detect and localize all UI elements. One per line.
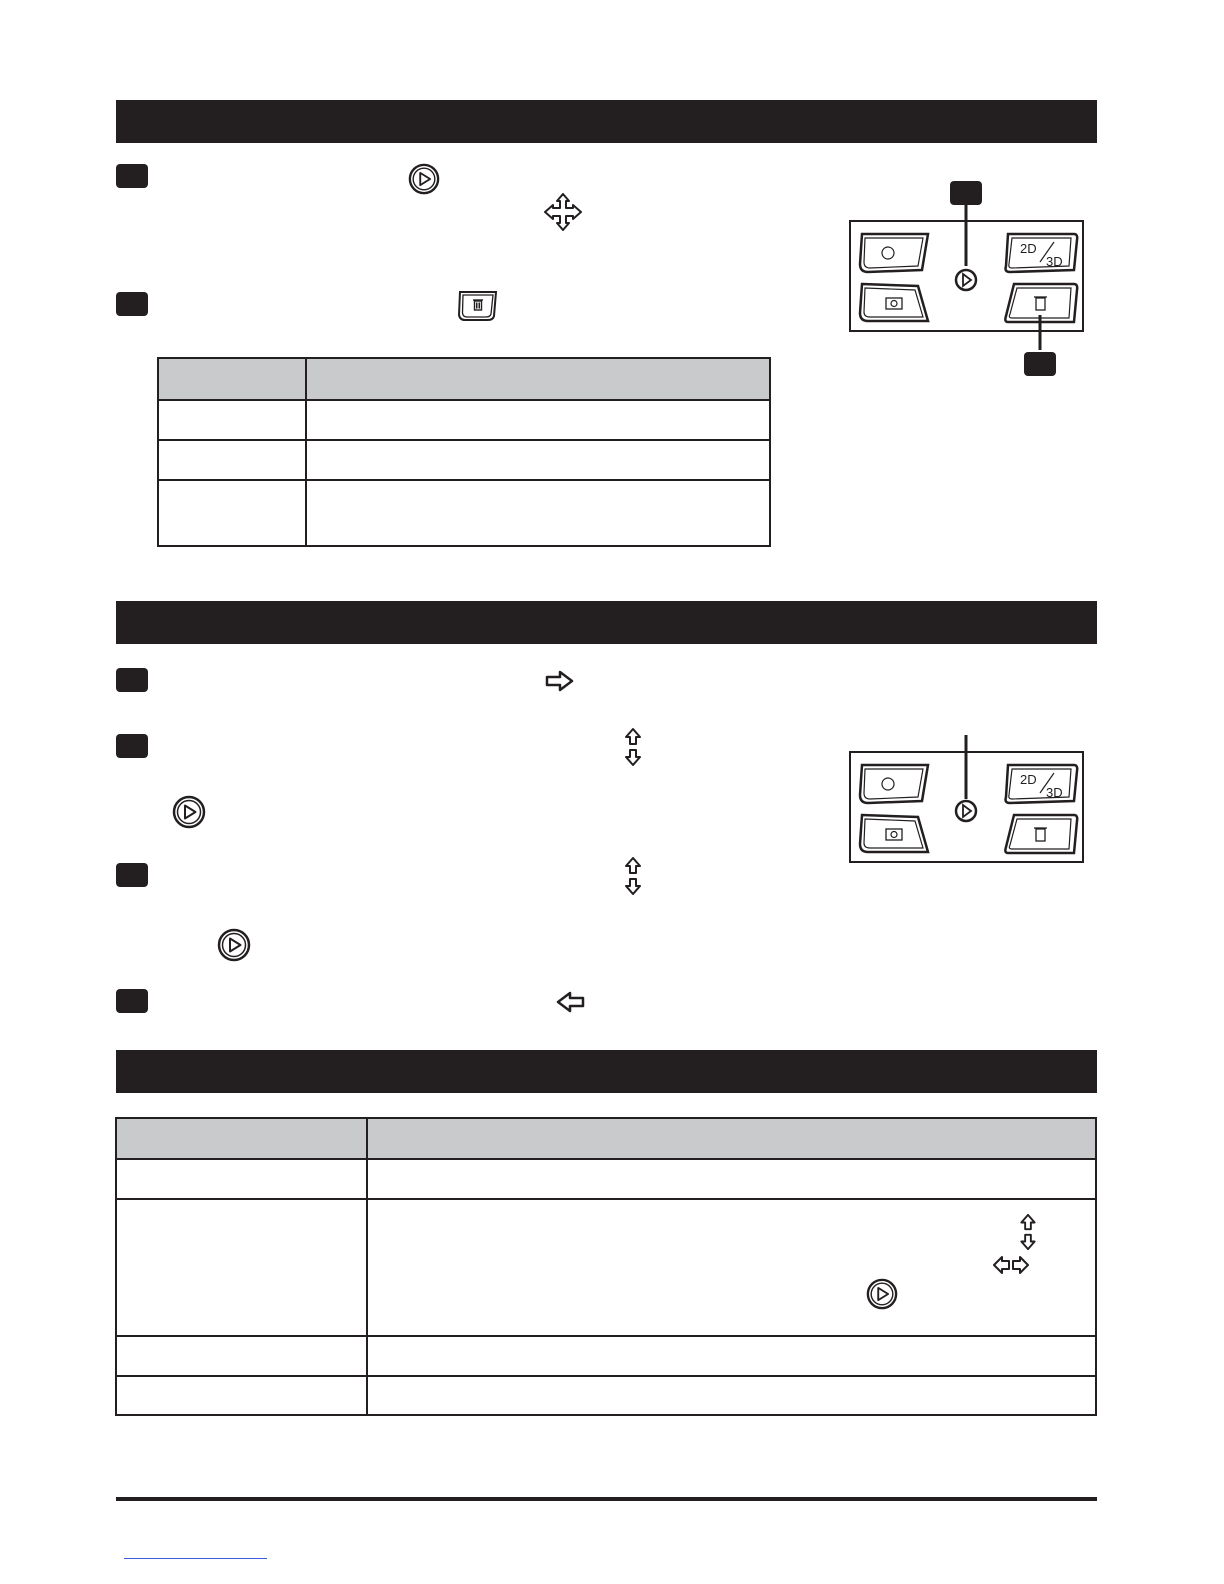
- play-button-icon: [172, 795, 206, 829]
- 2d-3d-button: [1006, 234, 1078, 272]
- left-right-arrow-icon: [992, 1254, 1030, 1276]
- svg-text:2D: 2D: [1020, 241, 1037, 256]
- section-header-bar-3: [116, 1050, 1097, 1093]
- table-row: [159, 401, 769, 441]
- settings-table-1: [157, 357, 771, 547]
- four-way-arrow-icon: [543, 193, 583, 231]
- right-arrow-icon: [545, 669, 575, 693]
- footer-rule: [116, 1497, 1097, 1501]
- step-marker-5: [116, 863, 148, 887]
- section-header-bar-1: [116, 100, 1097, 143]
- table-row: [159, 441, 769, 481]
- control-panel-diagram-1: [848, 200, 1088, 350]
- table-row: [117, 1160, 1095, 1200]
- step-marker-6: [116, 989, 148, 1013]
- table-header-row: [117, 1119, 1095, 1160]
- callout-marker-bottom: [1024, 352, 1056, 376]
- footer-link-underline[interactable]: [124, 1558, 267, 1559]
- table-row: [117, 1377, 1095, 1414]
- step-marker-1: [116, 164, 148, 188]
- trash-button-icon: [455, 289, 501, 323]
- table-column-divider: [366, 1119, 368, 1414]
- svg-text:2D: 2D: [1020, 772, 1037, 787]
- play-button-icon: [217, 928, 251, 962]
- control-panel-diagram-2: [848, 735, 1088, 865]
- table-row: [159, 481, 769, 545]
- svg-text:3D: 3D: [1046, 254, 1063, 269]
- table-column-divider: [305, 359, 307, 545]
- snapshot-button: [860, 284, 928, 321]
- step-marker-2: [116, 292, 148, 316]
- play-button: [956, 270, 976, 290]
- step-marker-4: [116, 734, 148, 758]
- record-button: [860, 234, 928, 272]
- play-button-icon: [866, 1278, 898, 1310]
- up-down-arrow-icon: [1016, 1213, 1040, 1251]
- up-down-arrow-icon: [621, 856, 645, 896]
- play-button-icon: [408, 163, 440, 195]
- svg-text:3D: 3D: [1046, 785, 1063, 800]
- table-row: [117, 1337, 1095, 1377]
- step-marker-3: [116, 668, 148, 692]
- settings-table-2: [115, 1117, 1097, 1416]
- left-arrow-icon: [555, 990, 585, 1014]
- table-header-row: [159, 359, 769, 401]
- up-down-arrow-icon: [621, 727, 645, 767]
- section-header-bar-2: [116, 601, 1097, 644]
- table-row: [117, 1200, 1095, 1337]
